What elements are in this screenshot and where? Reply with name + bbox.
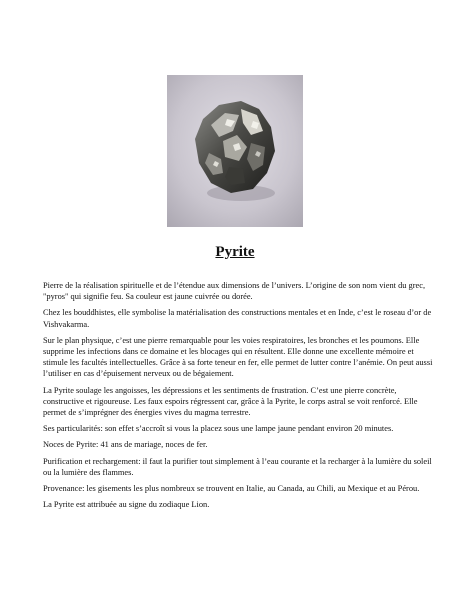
paragraph-physical: Sur le plan physique, c’est une pierre remarquable pour les voies respiratoires, les bronches et les poumons. Elle supprime les infections dans ce domaine et les blocages qui en résultent. Elle donne une excellente mémoire et stimule les facultés intellectuelles. Grâce à sa forte teneur en fer, elle permet de lutter contre l’anémie. On peut aussi l’utiliser en cas d’épuisement nerveux ou de bégaiement. bbox=[43, 335, 433, 379]
paragraph-intro: Pierre de la réalisation spirituelle et de l’étendue aux dimensions de l’univers. L’origine de son nom vient du grec, "pyros" qui signifie feu. Sa couleur est jaune cuivrée ou dorée. bbox=[43, 281, 426, 302]
pyrite-stone-photo bbox=[167, 75, 303, 227]
paragraph-zodiac: La Pyrite est attribuée au signe du zodiaque Lion. bbox=[43, 500, 210, 510]
paragraph-particularities: Ses particularités: son effet s’accroît si vous la placez sous une lampe jaune pendant environ 20 minutes. bbox=[43, 424, 394, 434]
paragraph-provenance: Provenance: les gisements les plus nombreux se trouvent en Italie, au Canada, au Chili, au Mexique et au Pérou. bbox=[43, 484, 420, 494]
paragraph-purification: Purification et rechargement: il faut la purifier tout simplement à l’eau courante et la recharger à la lumière du soleil ou la lumière des flammes. bbox=[43, 456, 432, 477]
paragraph-emotional: La Pyrite soulage les angoisses, les dépressions et les sentiments de frustration. C’est une pierre concrète, constructive et rigoureuse. Les faux espoirs régressent car, grâce à la Pyrite, le corps astral se voit renforcé. Elle permet de s’imprégner des énergies vives du magma terrestre. bbox=[43, 385, 418, 418]
page-title: Pyrite bbox=[215, 244, 255, 260]
paragraph-buddhism: Chez les bouddhistes, elle symbolise la matérialisation des constructions mentales et en Inde, c’est le roseau d’or de Vishvakarma. bbox=[43, 308, 432, 329]
paragraph-anniversary: Noces de Pyrite: 41 ans de mariage, noces de fer. bbox=[43, 440, 208, 450]
document-body bbox=[43, 280, 435, 515]
